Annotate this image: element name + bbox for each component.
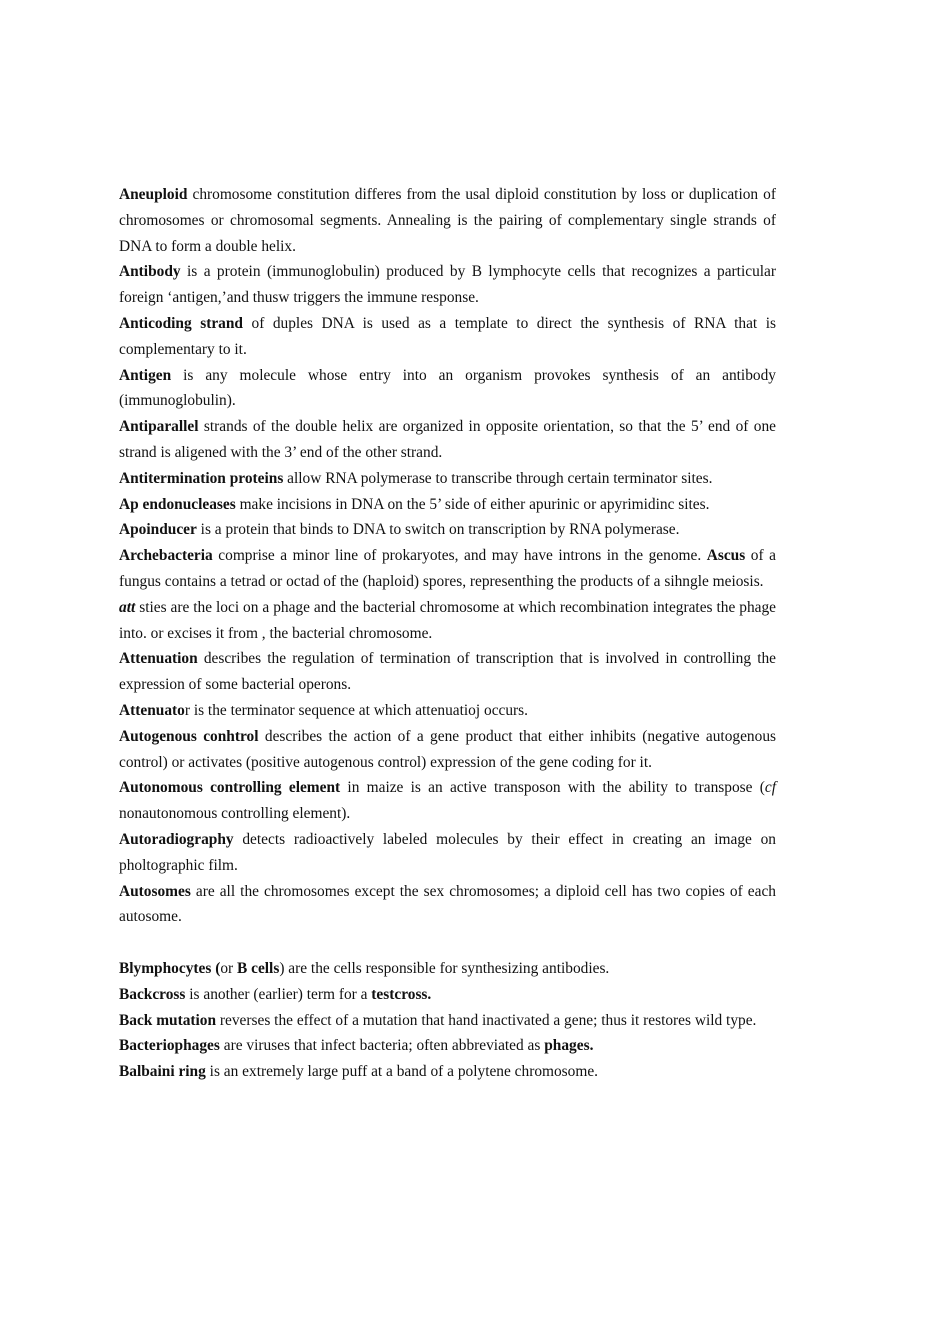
entry-term: Archebacteria (119, 547, 213, 565)
entry-definition: allow RNA polymerase to transcribe through certain terminator sites. (283, 469, 713, 487)
entry-term: Antibody (119, 263, 181, 281)
entry-definition: in maize is an active transposon with the ability to transpose ( (340, 779, 765, 797)
entry-term: Autosomes (119, 882, 191, 900)
entry-definition: detects radioactively labeled molecules by their effect in creating an image on pholtographic film. (119, 830, 776, 874)
document-page (119, 182, 776, 1085)
entry-term: Antigen (119, 366, 172, 384)
section-gap (119, 930, 776, 956)
entry-definition: r is the terminator sequence at which attenuatioj occurs. (184, 701, 529, 719)
glossary-entry-bacteriophages (119, 1033, 776, 1059)
entry-definition: describes the regulation of termination of transcription that is involved in controlling the expression of some bacterial operons. (119, 650, 776, 694)
entry-definition: is any molecule whose entry into an organism provokes synthesis of an antibody (immunoglobulin). (119, 366, 776, 410)
entry-term: Balbaini ring (119, 1063, 206, 1081)
glossary-entry-autonomous-controlling-element (119, 775, 776, 827)
entry-term: Anticoding strand (119, 314, 243, 332)
entry-definition: is an extremely large puff at a band of a polytene chromosome. (205, 1063, 599, 1081)
entry-term-ascus: Ascus (706, 547, 746, 565)
entry-term: att (119, 598, 136, 616)
entry-connector: or (220, 959, 237, 977)
glossary-entry-back-mutation (119, 1008, 776, 1034)
entry-term: Autoradiography (119, 830, 234, 848)
entry-definition: are viruses that infect bacteria; often abbreviated as (219, 1037, 545, 1055)
glossary-entry-autoradiography (119, 827, 776, 879)
glossary-entry-balbaini-ring (119, 1059, 776, 1085)
glossary-entry-aneuploid (119, 182, 776, 259)
entry-term: Aneuploid (119, 186, 188, 203)
entry-term: Autonomous controlling element (119, 779, 341, 797)
entry-definition-ascus: of a fungus contains a tetrad or octad of the (haploid) spores, representhing the products of a sihngle meiosis. (119, 547, 776, 590)
entry-definition: ) are the cells responsible for synthesizing antibodies. (279, 959, 610, 977)
glossary-entry-antiparallel (119, 414, 776, 466)
glossary-entry-antitermination-proteins (119, 466, 776, 492)
entry-term-testcross: testcross. (371, 985, 432, 1003)
entry-term: Back mutation (119, 1011, 217, 1029)
glossary-entry-autosomes (119, 879, 776, 931)
entry-term: Antitermination proteins (119, 469, 284, 487)
entry-definition: is a protein (immunoglobulin) produced by B lymphocyte cells that recognizes a particular foreign ‘antigen,’and thusw triggers the immune response. (119, 263, 776, 307)
entry-term: Blymphocytes ( (119, 959, 221, 977)
entry-definition: of duples DNA is used as a template to direct the synthesis of RNA that is complementary to it. (119, 314, 776, 358)
glossary-entry-attenuation (119, 646, 776, 698)
entry-term: Bacteriophages (119, 1037, 220, 1055)
entry-definition: reverses the effect of a mutation that hand inactivated a gene; thus it restores wild type. (216, 1011, 757, 1029)
entry-definition: strands of the double helix are organized in opposite orientation, so that the 5’ end of one strand is aligened with the 3’ end of the other strand. (119, 418, 776, 461)
glossary-entry-anticoding-strand (119, 311, 776, 363)
glossary-entry-antigen (119, 363, 776, 415)
entry-term-phages: phages. (544, 1037, 594, 1055)
entry-definition: is a protein that binds to DNA to switch on transcription by RNA polymerase. (196, 521, 680, 539)
entry-term: Attenuato (119, 701, 185, 719)
glossary-entry-apoinducer (119, 517, 776, 543)
entry-term: Apoinducer (119, 521, 197, 539)
glossary-entry-backcross (119, 982, 776, 1008)
glossary-entry-ap-endonucleases (119, 492, 776, 518)
entry-definition: describes the action of a gene product that either inhibits (negative autogenous control) or activates (positive autogenous control) expression of the gene coding for it. (119, 727, 776, 771)
glossary-entry-att (119, 595, 776, 647)
glossary-entry-blymphocytes (119, 956, 776, 982)
glossary-entry-archebacteria (119, 543, 776, 595)
entry-definition-cont: nonautonomous controlling element). (119, 805, 351, 823)
entry-term-b-cells: B cells (237, 959, 280, 977)
entry-definition: make incisions in DNA on the 5’ side of either apurinic or apyrimidinc sites. (235, 495, 710, 513)
entry-definition: are all the chromosomes except the sex chromosomes; a diploid cell has two copies of each autosome. (119, 882, 776, 926)
entry-definition: sties are the loci on a phage and the bacterial chromosome at which recombination integrates the phage into. or excises it from , the bacterial chromosome. (119, 598, 776, 642)
entry-term: Antiparallel (119, 418, 199, 436)
glossary-entry-attenuator (119, 698, 776, 724)
entry-definition: comprise a minor line of prokaryotes, and may have introns in the genome. (212, 547, 707, 565)
glossary-entry-autogenous-control (119, 724, 776, 776)
entry-term: Backcross (119, 985, 186, 1003)
entry-term: Autogenous conhtrol (119, 727, 259, 745)
glossary-entry-antibody (119, 259, 776, 311)
entry-italic-cf: cf (764, 779, 776, 797)
entry-definition: chromosome constitution differes from the usal diploid constitution by loss or duplication of chromosomes or chromosomal segments. Annealing is the pairing of complementary single strands of DNA to form a double helix. (119, 186, 776, 255)
entry-term: Attenuation (119, 650, 198, 668)
entry-definition: is another (earlier) term for a (185, 985, 372, 1003)
entry-term: Ap endonucleases (119, 495, 236, 513)
